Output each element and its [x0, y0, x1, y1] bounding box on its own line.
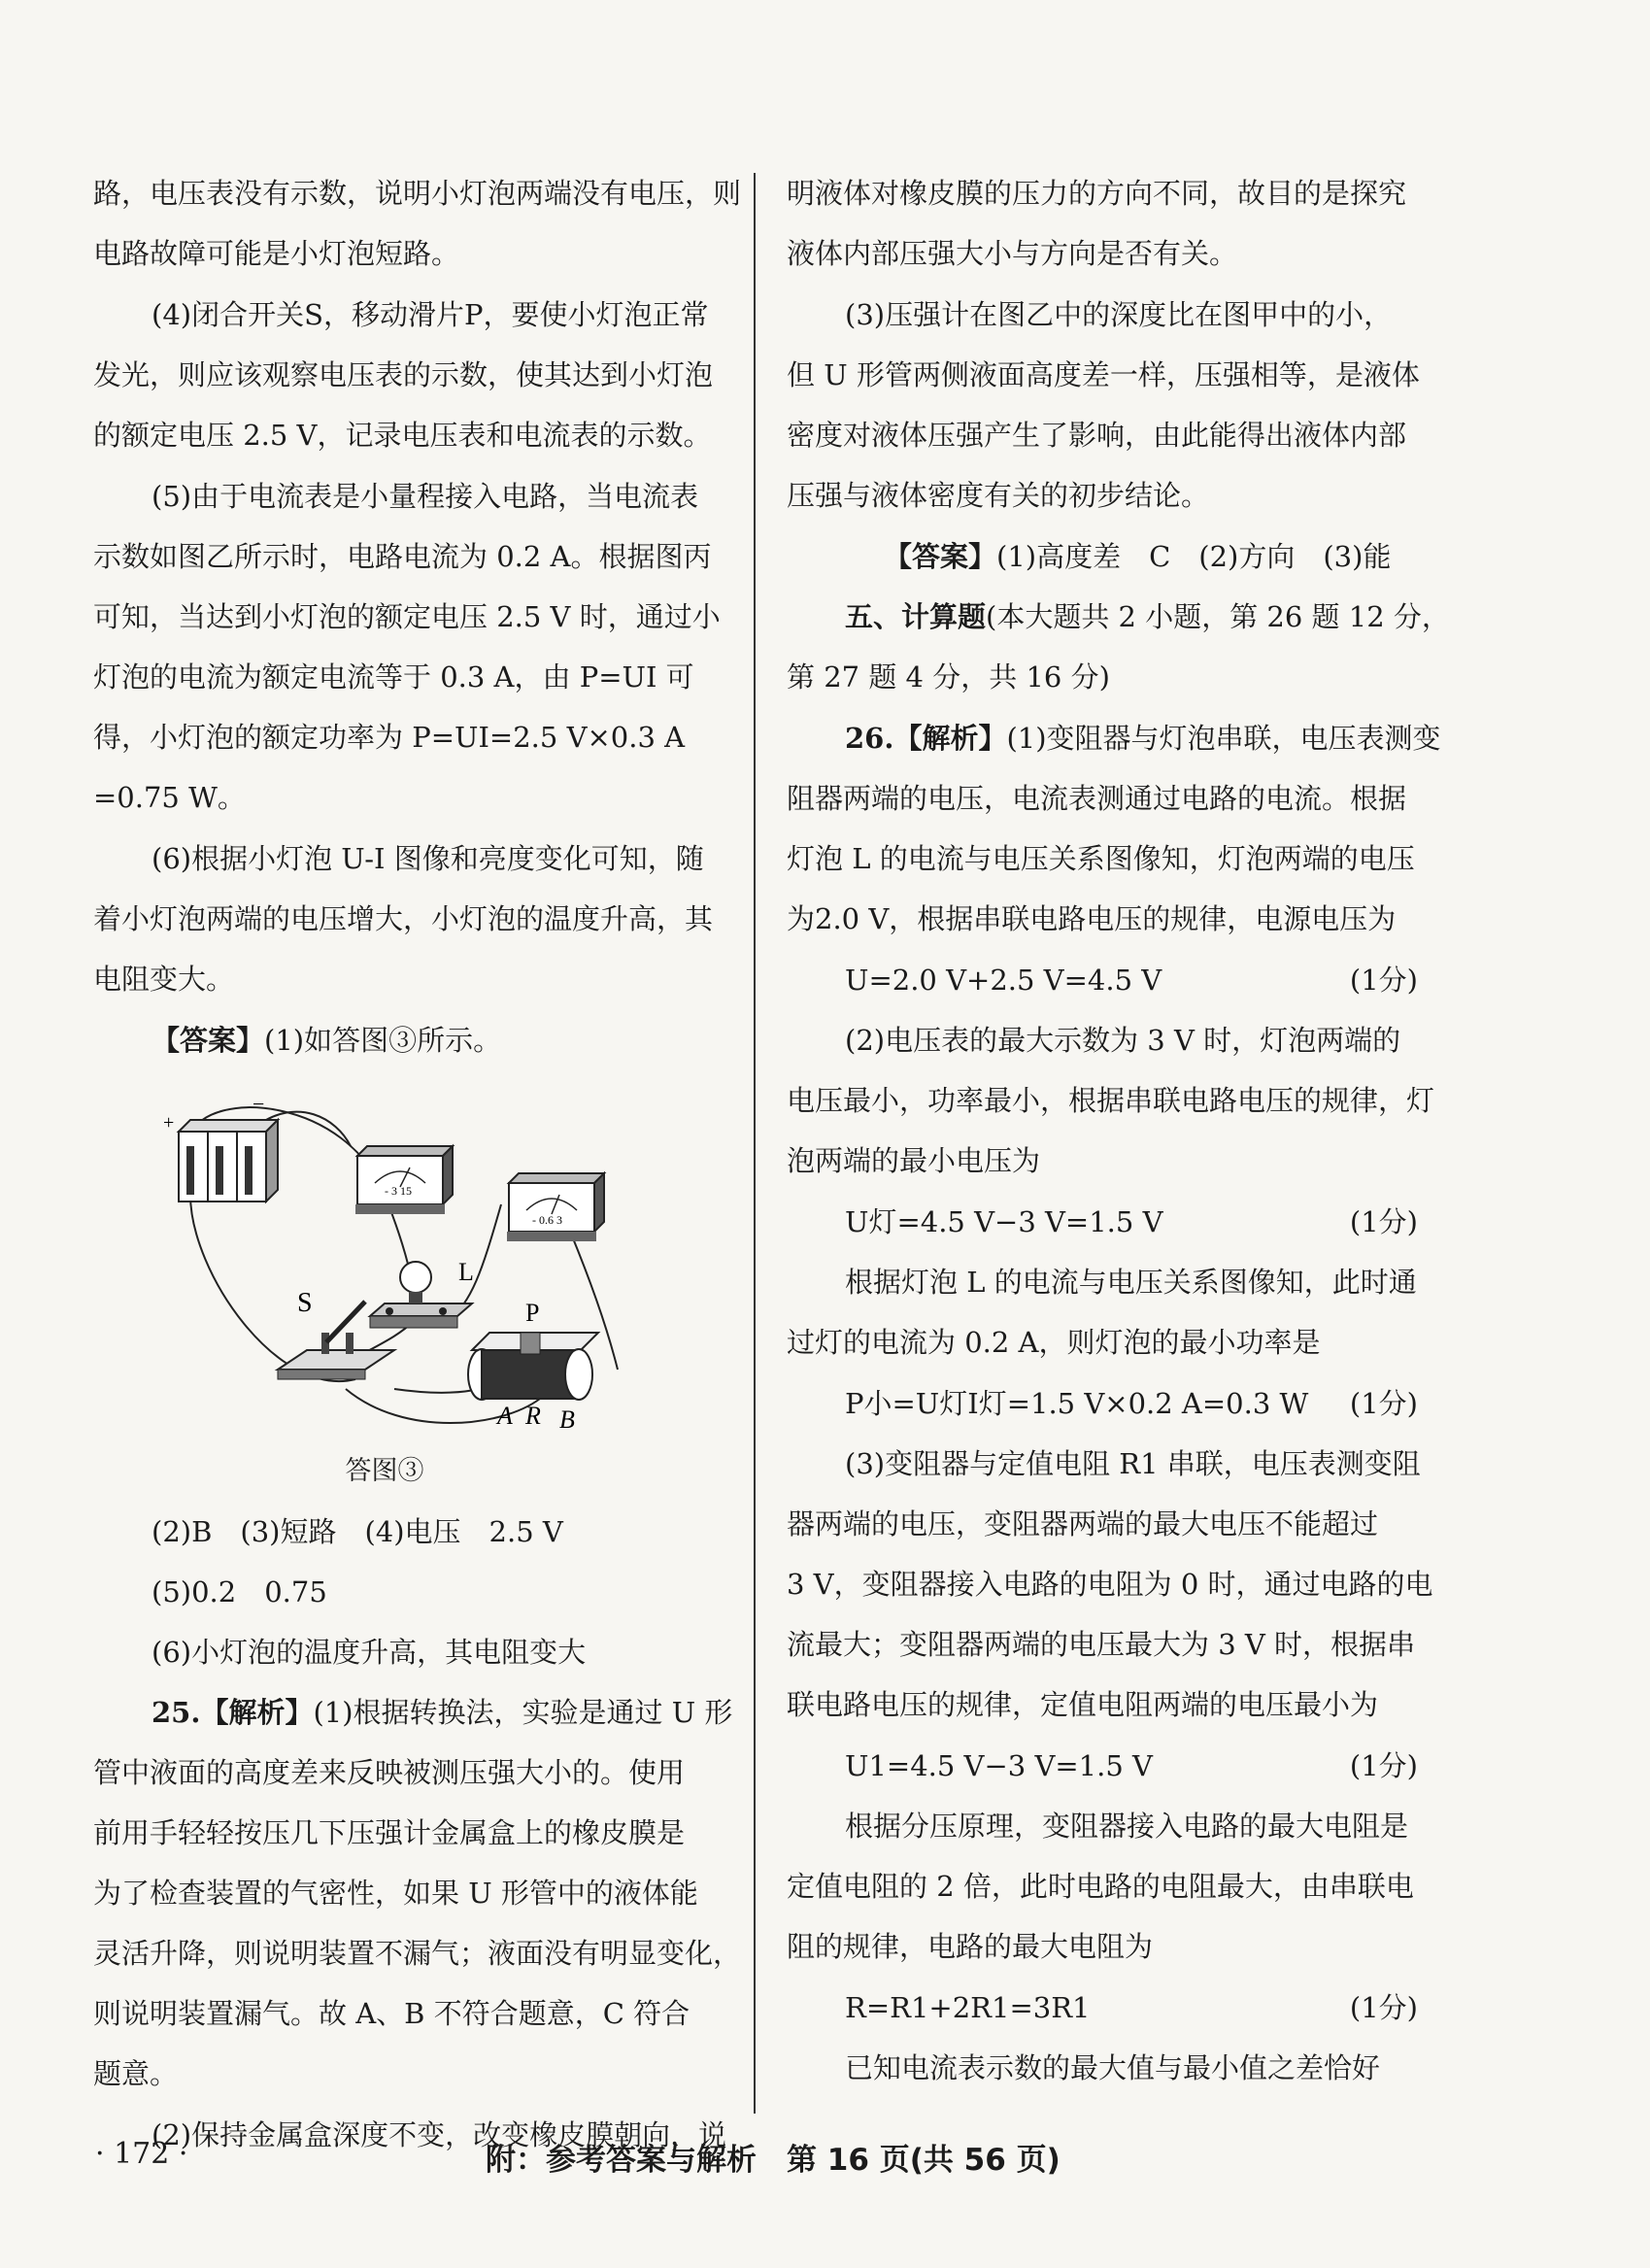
text-line: 灯泡 L 的电流与电压关系图像知，灯泡两端的电压 — [787, 842, 1415, 875]
footer-title: 附：参考答案与解析 第 16 页(共 56 页) — [486, 2143, 1061, 2178]
text-line: 定值电阻的 2 倍，此时电路的电阻最大，由串联电 — [787, 1870, 1414, 1903]
text-line: 密度对液体压强产生了影响，由此能得出液体内部 — [787, 419, 1407, 452]
text-line: 前用手轻轻按压几下压强计金属盒上的橡皮膜是 — [93, 1816, 686, 1849]
text-line: 3 V，变阻器接入电路的电阻为 0 时，通过电路的电 — [787, 1568, 1433, 1601]
equation-line — [787, 1736, 1418, 1796]
paragraph — [787, 1434, 1433, 1735]
equation-line — [787, 950, 1418, 1010]
battery-icon — [179, 1120, 278, 1202]
text-line: 液体内部压强大小与方向是否有关。 — [787, 237, 1238, 270]
text-line: 电阻变大。 — [93, 963, 235, 996]
paragraph — [93, 285, 724, 465]
text-line: 根据灯泡 L 的电流与电压关系图像知，此时通 — [845, 1266, 1417, 1299]
terminal-a-label: A — [497, 1402, 513, 1430]
text-line: (3)压强计在图乙中的深度比在图甲中的小， — [845, 298, 1393, 331]
text-line: =0.75 W。 — [93, 781, 246, 814]
text-line — [787, 708, 1441, 768]
text-line: 灯泡的电流为额定电流等于 0.3 A，由 P=UI 可 — [93, 660, 694, 694]
text-line: 阻的规律，电路的最大电阻为 — [787, 1930, 1154, 1963]
text-span: (1)变阻器与灯泡串联，电压表测变 — [1006, 722, 1441, 755]
text-line: 为2.0 V，根据串联电路电压的规律，电源电压为 — [787, 902, 1397, 935]
paragraph — [787, 1796, 1418, 1977]
page-number: · 172 · — [95, 2137, 188, 2171]
paragraph — [787, 708, 1441, 949]
voltmeter-scale-label: - 3 15 — [385, 1184, 412, 1198]
text-line: 发光，则应该观察电压表的示数，使其达到小灯泡 — [93, 358, 714, 391]
text-line: 过灯的电流为 0.2 A，则灯泡的最小功率是 — [787, 1326, 1321, 1359]
equation: R=R1+2R1=3R1 — [845, 1991, 1091, 2024]
column-divider — [754, 173, 756, 2114]
paragraph — [787, 1010, 1435, 1191]
answer-line — [93, 1010, 724, 1070]
text-line: (2)电压表的最大示数为 3 V 时，灯泡两端的 — [845, 1024, 1401, 1057]
text-line: (2)保持金属盒深度不变，改变橡皮膜朝向，说 — [152, 2118, 727, 2151]
text-line: 管中液面的高度差来反映被测压强大小的。使用 — [93, 1756, 686, 1789]
text-line: (5)由于电流表是小量程接入电路，当电流表 — [152, 480, 699, 513]
question-label: 26.【解析】 — [845, 722, 1007, 755]
text-line: 电压最小，功率最小，根据串联电路电压的规律，灯 — [787, 1084, 1435, 1117]
right-column — [787, 163, 1450, 2099]
answer-text: (1)如答图③所示。 — [264, 1024, 502, 1057]
terminal-b-label: B — [559, 1405, 575, 1434]
answer-line: (6)小灯泡的温度升高，其电阻变大 — [152, 1636, 587, 1669]
text-line: (3)变阻器与定值电阻 R1 串联，电压表测变阻 — [845, 1447, 1421, 1480]
score: (1分) — [1349, 1749, 1418, 1782]
score: (1分) — [1349, 1991, 1418, 2024]
equation-line — [787, 1373, 1418, 1434]
plus-label: + — [163, 1112, 175, 1134]
paragraph — [93, 1682, 742, 2104]
score: (1分) — [1349, 1205, 1418, 1238]
equation: U灯=4.5 V−3 V=1.5 V — [845, 1205, 1163, 1238]
text-line: 第 27 题 4 分，共 16 分) — [787, 660, 1110, 694]
circuit-diagram — [152, 1078, 657, 1438]
figure-caption: 答图③ — [345, 1456, 424, 1486]
text-line — [787, 587, 1450, 647]
circuit-figure — [152, 1078, 657, 1438]
text-span: (1)根据转换法，实验是通过 U 形 — [313, 1696, 733, 1729]
paragraph — [787, 2038, 1418, 2098]
text-line: 灵活升降，则说明装置不漏气；液面没有明显变化， — [93, 1937, 742, 1970]
text-line: 电路故障可能是小灯泡短路。 — [93, 237, 460, 270]
text-line: 为了检查装置的气密性，如果 U 形管中的液体能 — [93, 1877, 698, 1910]
text-line: (6)根据小灯泡 U-I 图像和亮度变化可知，随 — [152, 842, 704, 875]
text-line: 根据分压原理，变阻器接入电路的最大电阻是 — [845, 1810, 1409, 1843]
paragraph — [787, 285, 1418, 525]
text-line: 泡两端的最小电压为 — [787, 1144, 1041, 1177]
rheostat-icon — [468, 1333, 598, 1400]
text-line: 阻器两端的电压，电流表测通过电路的电流。根据 — [787, 782, 1407, 815]
equation: P小=U灯I灯=1.5 V×0.2 A=0.3 W — [845, 1387, 1309, 1420]
text-line: 联电路电压的规律，定值电阻两端的电压最小为 — [787, 1688, 1379, 1721]
answer-label: 【答案】 — [884, 540, 997, 573]
equation-line — [787, 1192, 1418, 1252]
answer-line: (5)0.2 0.75 — [152, 1575, 327, 1608]
text-line: 流最大；变阻器两端的电压最大为 3 V 时，根据串 — [787, 1628, 1416, 1661]
section-note: (本大题共 2 小题，第 26 题 12 分， — [986, 600, 1450, 633]
text-line: 得，小灯泡的额定功率为 P=UI=2.5 V×0.3 A — [93, 721, 686, 754]
bulb-label: L — [458, 1258, 474, 1286]
text-line: 已知电流表示数的最大值与最小值之差恰好 — [845, 2051, 1381, 2084]
text-line: 着小灯泡两端的电压增大，小灯泡的温度升高，其 — [93, 902, 714, 935]
score: (1分) — [1349, 1387, 1418, 1420]
text-line — [93, 1682, 733, 1743]
slider-label: P — [525, 1299, 540, 1327]
section-heading — [787, 587, 1450, 707]
page-footer — [0, 2127, 1650, 2185]
paragraph — [93, 829, 724, 1009]
answer-line: (2)B (3)短路 (4)电压 2.5 V — [152, 1515, 563, 1548]
ammeter-scale-label: - 0.6 3 — [532, 1213, 562, 1227]
section-title: 五、计算题 — [845, 600, 987, 633]
text-line: 明液体对橡皮膜的压力的方向不同，故目的是探究 — [787, 177, 1407, 210]
answer-line — [787, 526, 1418, 587]
left-column — [93, 163, 742, 2166]
text-line: 但 U 形管两侧液面高度差一样，压强相等，是液体 — [787, 358, 1420, 391]
paragraph — [787, 1252, 1418, 1372]
question-label: 25.【解析】 — [152, 1696, 314, 1729]
answer-label: 【答案】 — [152, 1024, 265, 1057]
text-line: 压强与液体密度有关的初步结论。 — [787, 479, 1210, 512]
text-line: 路，电压表没有示数，说明小灯泡两端没有电压，则 — [93, 177, 742, 210]
text-line: 的额定电压 2.5 V，记录电压表和电流表的示数。 — [93, 419, 712, 452]
ammeter-icon — [507, 1173, 604, 1241]
answer-text: (1)高度差 C (2)方向 (3)能 — [996, 540, 1392, 573]
paragraph — [787, 163, 1418, 284]
text-line: 示数如图乙所示时，电路电流为 0.2 A。根据图丙 — [93, 540, 712, 573]
paragraph — [93, 466, 724, 828]
text-line: 题意。 — [93, 2057, 179, 2090]
paragraph — [93, 163, 742, 284]
terminal-r-label: R — [525, 1402, 541, 1430]
voltmeter-icon — [355, 1146, 453, 1214]
score: (1分) — [1349, 964, 1418, 997]
equation: U1=4.5 V−3 V=1.5 V — [845, 1749, 1153, 1782]
minus-label: − — [253, 1092, 265, 1116]
text-line: 可知，当达到小灯泡的额定电压 2.5 V 时，通过小 — [93, 600, 721, 633]
equation: U=2.0 V+2.5 V=4.5 V — [845, 964, 1162, 997]
equation-line — [787, 1978, 1418, 2038]
text-line: 器两端的电压，变阻器两端的最大电压不能超过 — [787, 1507, 1379, 1540]
text-line: (4)闭合开关S，移动滑片P，要使小灯泡正常 — [152, 298, 709, 331]
light-bulb-icon — [370, 1262, 472, 1328]
text-line: 则说明装置漏气。故 A、B 不符合题意，C 符合 — [93, 1997, 690, 2030]
switch-label: S — [297, 1288, 313, 1318]
